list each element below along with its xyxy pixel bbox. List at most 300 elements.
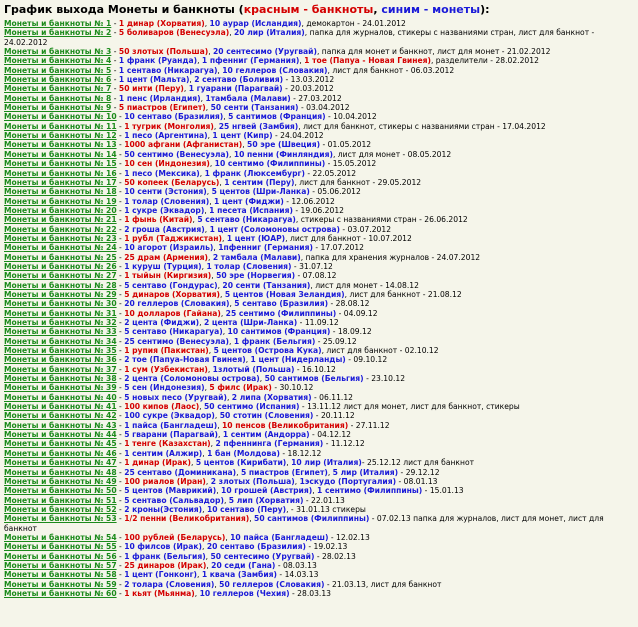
issue-details: - 15.05.2012 xyxy=(325,159,377,169)
banknote-item: 50 инти (Перу) xyxy=(118,84,184,94)
coin-item: 1 бан (Молдова) xyxy=(207,448,280,458)
coin-item: 50 геллеров (Словакия) xyxy=(219,579,325,589)
coin-item: 50 сентимо (Венесуэла) xyxy=(124,149,230,159)
issue-details: - 04.09.12 xyxy=(336,308,378,318)
coin-item: 1 франк (Бельгия) xyxy=(233,336,316,346)
issue-details: , лист для банкнот - 02.10.12 xyxy=(321,346,439,356)
banknote-item: 5 боливаров (Венесуэла) xyxy=(118,28,230,38)
issue-row: Монеты и банкноты № 27 - 1 тыйын (Киргизия), 50 эре (Норвегия) - 07.08.12 xyxy=(4,271,337,281)
issue-details: , разделители - 28.02.2012 xyxy=(430,56,539,66)
issue-link[interactable]: Монеты и банкноты № 52 xyxy=(4,504,117,514)
issue-row: Монеты и банкноты № 39 - 5 сен (Индонезия), 5 филс (Ирак) - 30.10.12 xyxy=(4,383,314,393)
issue-details: - 21.03.13, лист для банкнот xyxy=(324,579,442,589)
coin-item: 1 песо (Аргентина) xyxy=(124,131,208,141)
issue-link[interactable]: Монеты и банкноты № 56 xyxy=(4,551,117,561)
banknote-item: 10 сен (Индонезия) xyxy=(124,159,210,169)
coin-item: 1 сентимо (Филиппины) xyxy=(317,486,423,496)
banknote-item: 1 сум (Узбекистан) xyxy=(124,364,208,374)
issue-details: , лист для банкнот - 29.05.2012 xyxy=(294,177,422,187)
issue-link[interactable]: Монеты и банкноты № 4 xyxy=(4,56,112,66)
coin-item: 20 сентесимо (Уругвай) xyxy=(213,47,317,57)
issue-details: - 24.04.2012 xyxy=(272,131,324,141)
issue-row: Монеты и банкноты № 38 - 2 цента (Соломоновы острова), 50 сантимов (Бельгия) - 23.10.12 xyxy=(4,374,406,384)
issue-details: - 08.03.13 xyxy=(275,560,317,570)
title-prefix: График выхода Монеты и банкноты ( xyxy=(4,3,244,16)
issue-row: Монеты и банкноты № 8 - 1 пенс (Ирландия), 1тамбала (Малави) - 27.03.2012 xyxy=(4,93,342,103)
coin-item: 1 франк (Бельгия) xyxy=(124,551,206,561)
issue-row: Монеты и банкноты № 3 - 50 злотых (Польша), 20 сентесимо (Уругвай), папка для монет и банкнот, лист для монет - 21.02.2012 xyxy=(4,47,551,57)
issue-details: , лист для банкнот - 06.03.2012 xyxy=(327,65,455,75)
coin-item: 25 сентимо (Венесуэла) xyxy=(124,336,230,346)
coin-item: 5 лип (Хорватия) xyxy=(228,495,304,505)
banknote-item: 50 копеек (Беларусь) xyxy=(124,177,220,187)
issue-row: Монеты и банкноты № 15 - 10 сен (Индонезия), 10 сентимо (Филиппины) - 15.05.2012 xyxy=(4,159,377,169)
issue-row: Монеты и банкноты № 45 - 1 тенге (Казахстан), 2 пфеннинга (Германия) - 11.12.12 xyxy=(4,439,365,449)
issue-row: Монеты и банкноты № 54 - 100 рублей (Беларусь), 10 пайса (Бангладеш) - 12.02.13 xyxy=(4,532,370,542)
coin-item: 1 цент (ЮАР) xyxy=(226,233,286,243)
issue-row: Монеты и банкноты № 57 - 25 динаров (Ирак), 20 седи (Гана) - 08.03.13 xyxy=(4,560,317,570)
coin-item: 1 цент (Кипр) xyxy=(212,131,273,141)
banknote-item: 25 драм (Армения) xyxy=(124,252,208,262)
issue-details: - 11.12.12 xyxy=(323,439,365,449)
issue-link[interactable]: Монеты и банкноты № 24 xyxy=(4,243,117,253)
coin-item: 1 толар (Словения) xyxy=(206,261,292,271)
issue-row: Монеты и банкноты № 11 - 1 тугрик (Монголия), 25 нгвей (Замбия), лист для банкнот, стикеры с названиями стран - 17.04.2012 xyxy=(4,121,546,131)
issue-row: Монеты и банкноты № 44 - 5 гварани (Парагвай), 1 сентим (Андорра) - 04.12.12 xyxy=(4,430,352,440)
coin-item: 1 пайса (Бангладеш) xyxy=(124,420,218,430)
issue-link[interactable]: Монеты и банкноты № 23 xyxy=(4,233,117,243)
issue-link[interactable]: Монеты и банкноты № 44 xyxy=(4,430,117,440)
issue-link[interactable]: Монеты и банкноты № 46 xyxy=(4,448,117,458)
issue-link[interactable]: Монеты и банкноты № 36 xyxy=(4,355,117,365)
banknote-item: 1 тыйын (Киргизия) xyxy=(124,271,212,281)
issue-link[interactable]: Монеты и банкноты № 31 xyxy=(4,308,117,318)
banknote-item: 100 риалов (Иран) xyxy=(124,476,206,486)
banknote-item: 1 рупия (Пакистан) xyxy=(124,346,209,356)
coin-item: 25 нгвей (Замбия) xyxy=(218,121,299,131)
coin-item: 50 сантимов (Бельгия) xyxy=(264,374,364,384)
coin-item: 5 центов (Шри-Ланка) xyxy=(211,187,310,197)
banknote-item: 1 тое (Папуа - Новая Гвинея) xyxy=(304,56,431,66)
banknote-item: 1 тугрик (Монголия) xyxy=(124,121,214,131)
coin-item: 2 цента (Фиджи) xyxy=(124,318,200,327)
coin-item: 25 сентаво (Доминикана) xyxy=(124,467,237,477)
coin-item: 1 франк (Люксембург) xyxy=(204,168,305,178)
issue-link[interactable]: Монеты и банкноты № 10 xyxy=(4,112,117,122)
issue-row: Монеты и банкноты № 36 - 2 тое (Папуа-Новая Гвинея), 1 цент (Нидерланды) - 09.10.12 xyxy=(4,355,388,365)
issue-details: , лист для банкнот, стикеры с названиями стран - 17.04.2012 xyxy=(298,121,546,131)
coin-item: 10 пенни (Финляндия) xyxy=(233,149,333,159)
issue-link[interactable]: Монеты и банкноты № 33 xyxy=(4,327,117,337)
coin-item: 1 куруш (Турция) xyxy=(124,261,202,271)
coin-item: 1 цент (Фиджи) xyxy=(214,196,284,206)
coin-item: 1 пфенниг (Германия) xyxy=(201,56,300,66)
issue-details: - 27.03.2012 xyxy=(290,93,342,103)
issue-row: Монеты и банкноты № 59 - 2 толара (Словения), 50 геллеров (Словакия) - 21.03.13, лист для банкнот xyxy=(4,579,442,589)
issue-row: Монеты и банкноты № 24 - 10 агорот (Израиль), 1пфенниг (Германия) - 17.07.2012 xyxy=(4,243,365,253)
coin-item: 2 толара (Словения) xyxy=(124,579,215,589)
issue-link[interactable]: Монеты и банкноты № 53 xyxy=(4,514,117,524)
title-legend-banknotes: красным - банкноты xyxy=(243,3,374,16)
coin-item: 5 центов (Острова Кука) xyxy=(213,346,322,356)
issue-row: Монеты и банкноты № 1 - 1 динар (Хорватия), 10 аурар (Исландия), демокартон - 24.01.2012 xyxy=(4,19,406,28)
issue-row: Монеты и банкноты № 55 - 10 филсов (Ирак), 20 сентаво (Бразилия) - 19.02.13 xyxy=(4,542,348,552)
issue-details: - 01.05.2012 xyxy=(320,140,372,150)
coin-item: 1 сентим (Перу) xyxy=(224,177,295,187)
coin-item: 5 сентаво (Никарагуа) xyxy=(124,327,223,337)
issue-details: - 03.07.2012 xyxy=(339,224,392,234)
issue-details: - 28.02.13 xyxy=(314,551,356,561)
coin-item: 1 цент (Соломоновы острова) xyxy=(209,224,340,234)
coin-item: 1тамбала (Малави) xyxy=(205,93,291,103)
issue-details: - 03.04.2012 xyxy=(298,103,350,113)
issue-details: , лист для монет - 08.05.2012 xyxy=(332,149,452,159)
coin-item: 50 сенти (Танзания) xyxy=(210,103,299,113)
coin-item: 1 квача (Замбия) xyxy=(201,570,278,580)
banknote-item: 1 тенге (Казахстан) xyxy=(124,439,211,449)
issue-link[interactable]: Монеты и банкноты № 43 xyxy=(4,420,117,430)
issue-row: Монеты и банкноты № 2 - 5 боливаров (Венесуэла), 20 лир (Италия), папка для журналов, стикеры с названиями стран, лист для банкнот - 24.02.2012 xyxy=(4,28,595,47)
coin-item: 2 тамбала (Малави) xyxy=(212,252,301,262)
coin-item: 1 сентим (Андорра) xyxy=(222,430,310,440)
issue-details: , папка для журналов, стикеры с названиями стран, лист для банкнот - 24.02.2012 xyxy=(4,28,595,47)
issue-details: , папка для монет и банкнот, лист для монет - 21.02.2012 xyxy=(316,47,551,57)
issue-link[interactable]: Монеты и банкноты № 30 xyxy=(4,299,117,309)
issue-row: Монеты и банкноты № 48 - 25 сентаво (Доминикана), 5 пиастров (Египет), 5 лир (Италия) - 29.12.12 xyxy=(4,467,440,477)
issue-row: Монеты и банкноты № 13 - 1000 афгани (Афганистан), 50 эре (Швеция) - 01.05.2012 xyxy=(4,140,372,150)
issue-details: - 27.11.12 xyxy=(348,420,390,430)
issue-row: Монеты и банкноты № 60 - 1 кьят (Мьянма), 10 геллеров (Чехия) - 28.03.13 xyxy=(4,588,331,598)
issue-link[interactable]: Монеты и банкноты № 9 xyxy=(4,103,112,113)
coin-item: 2 злотых (Польша) xyxy=(210,476,295,486)
issue-link[interactable]: Монеты и банкноты № 13 xyxy=(4,140,117,150)
banknote-item: 10 долларов (Гайана) xyxy=(124,308,221,318)
banknote-item: 1 динар (Ирак) xyxy=(124,458,192,468)
issue-link[interactable]: Монеты и банкноты № 60 xyxy=(4,588,117,598)
coin-item: 20 сентаво (Бразилия) xyxy=(206,542,306,552)
coin-item: 10 сентаво (Перу) xyxy=(206,504,287,514)
issue-details: - 05.06.2012 xyxy=(309,187,361,197)
issue-details: , папка для хранения журналов - 24.07.2012 xyxy=(300,252,481,262)
issue-row: Монеты и банкноты № 14 - 50 сентимо (Венесуэла), 10 пенни (Финляндия), лист для монет - 08.05.2012 xyxy=(4,149,452,159)
title-legend-coins: синим - монеты xyxy=(381,3,481,16)
coin-item: 1 франк (Руанда) xyxy=(118,56,198,66)
issue-row: Монеты и банкноты № 28 - 5 сентаво (Гондурас), 20 сенти (Танзания), лист для монет - 14.08.12 xyxy=(4,280,419,290)
banknote-item: 5 пиастров (Египет) xyxy=(118,103,206,113)
coin-item: 10 филсов (Ирак) xyxy=(124,542,202,552)
issue-details: - 20.03.2012 xyxy=(282,84,334,94)
issue-row: Монеты и банкноты № 6 - 1 цент (Мальта), 2 сентаво (Боливия) - 13.03.2012 xyxy=(4,75,335,85)
issue-row: Монеты и банкноты № 49 - 100 риалов (Иран), 2 злотых (Польша), 1эскудо (Португалия) - 08.01.13 xyxy=(4,476,438,486)
coin-item: 50 сантимов (Филиппины) xyxy=(254,514,370,524)
issue-details: - 28.03.13 xyxy=(289,588,331,598)
banknote-item: 1 динар (Хорватия) xyxy=(118,19,205,28)
coin-item: 5 лир (Италия) xyxy=(332,467,399,477)
issue-link[interactable]: Монеты и банкноты № 7 xyxy=(4,84,112,94)
coin-item: 1 пенс (Ирландия) xyxy=(118,93,201,103)
coin-item: 2 пфеннинга (Германия) xyxy=(215,439,324,449)
coin-item: 10 геллеров (Чехия) xyxy=(199,588,290,598)
issue-link[interactable]: Монеты и банкноты № 55 xyxy=(4,542,117,552)
issue-link[interactable]: Монеты и банкноты № 39 xyxy=(4,383,117,393)
issue-link[interactable]: Монеты и банкноты № 16 xyxy=(4,168,117,178)
issue-details: - 28.08.12 xyxy=(328,299,370,309)
issue-details: , - 31.01.13 стикеры xyxy=(286,504,366,514)
issue-row: Монеты и банкноты № 35 - 1 рупия (Пакистан), 5 центов (Острова Кука), лист для банкнот - 02.10.12 xyxy=(4,346,439,356)
banknote-item: 50 злотых (Польша) xyxy=(118,47,209,57)
issue-details: - 07.02.13 папка для журналов, лист для монет, лист для банкнот xyxy=(4,514,604,533)
coin-item: 10 лир (Италия) xyxy=(291,458,362,468)
issue-link[interactable]: Монеты и банкноты № 54 xyxy=(4,532,117,542)
issue-row: Монеты и банкноты № 51 - 5 сентаво (Сальвадор), 5 лип (Хорватия) - 22.01.13 xyxy=(4,495,345,505)
coin-item: 2 сентаво (Боливия) xyxy=(194,75,284,85)
banknote-item: 25 динаров (Ирак) xyxy=(124,560,207,570)
coin-item: 5 сен (Индонезия) xyxy=(124,383,205,393)
issue-details: - 29.12.12 xyxy=(398,467,440,477)
issue-row: Монеты и банкноты № 10 - 10 сентаво (Бразилия), 5 сантимов (Франция) - 10.04.2012 xyxy=(4,112,377,122)
coin-item: 20 седи (Гана) xyxy=(211,560,276,570)
issue-details: - 25.09.12 xyxy=(315,336,357,346)
issue-link[interactable]: Монеты и банкноты № 47 xyxy=(4,458,117,468)
issue-row: Монеты и банкноты № 26 - 1 куруш (Турция), 1 толар (Словения) - 31.07.12 xyxy=(4,261,333,271)
issue-link[interactable]: Монеты и банкноты № 14 xyxy=(4,149,117,159)
issue-row: Монеты и банкноты № 29 - 5 динаров (Хорватия), 5 центов (Новая Зеландия), лист для банкнот - 21.08.12 xyxy=(4,289,462,299)
coin-item: 2 гроша (Австрия) xyxy=(124,224,205,234)
issue-row: Монеты и банкноты № 7 - 50 инти (Перу), 1 гуарани (Парагвай) - 20.03.2012 xyxy=(4,84,334,94)
coin-item: 10 грошей (Австрия) xyxy=(221,486,313,496)
issue-link[interactable]: Монеты и банкноты № 20 xyxy=(4,205,117,215)
issue-link[interactable]: Монеты и банкноты № 6 xyxy=(4,75,112,85)
issue-link[interactable]: Монеты и банкноты № 51 xyxy=(4,495,117,505)
issue-link[interactable]: Монеты и банкноты № 15 xyxy=(4,159,117,169)
issue-details: - 12.06.2012 xyxy=(283,196,335,206)
issue-link[interactable]: Монеты и банкноты № 26 xyxy=(4,261,117,271)
coin-item: 50 эре (Норвегия) xyxy=(216,271,296,281)
issue-link[interactable]: Монеты и банкноты № 17 xyxy=(4,177,117,187)
issue-row: Монеты и банкноты № 30 - 20 геллеров (Словакия), 5 сентаво (Бразилия) - 28.08.12 xyxy=(4,299,370,309)
issue-details: - 08.01.13 xyxy=(396,476,438,486)
issue-row: Монеты и банкноты № 5 - 1 сентаво (Никарагуа), 10 геллеров (Словакия), лист для банкнот - 06.03.2012 xyxy=(4,65,455,75)
issue-row: Монеты и банкноты № 42 - 100 сукре (Эквадор), 50 стотин (Словения) - 20.11.12 xyxy=(4,411,355,421)
issue-link[interactable]: Монеты и банкноты № 49 xyxy=(4,476,117,486)
issue-details: - 13.11.12 лист для монет, лист для банкнот, стикеры xyxy=(299,402,520,412)
banknote-item: 1 рубл (Таджикистан) xyxy=(124,233,223,243)
issue-details: , стикеры с названиями стран - 26.06.2012 xyxy=(295,215,468,225)
issue-details: - 19.02.13 xyxy=(305,542,348,552)
coin-item: 5 гварани (Парагвай) xyxy=(124,430,218,440)
banknote-item: 100 кипов (Лаос) xyxy=(124,402,200,412)
issue-details: - 25.12.12 лист для банкнот xyxy=(361,458,475,468)
issue-link[interactable]: Монеты и банкноты № 12 xyxy=(4,131,117,141)
coin-item: 1 цент (Нидерланды) xyxy=(250,355,346,365)
issue-row: Монеты и банкноты № 22 - 2 гроша (Австрия), 1 цент (Соломоновы острова) - 03.07.2012 xyxy=(4,224,392,234)
issue-link[interactable]: Монеты и банкноты № 59 xyxy=(4,579,117,589)
coin-item: 50 стотин (Словения) xyxy=(219,411,314,421)
issue-link[interactable]: Монеты и банкноты № 3 xyxy=(4,47,112,57)
issue-link[interactable]: Монеты и банкноты № 2 xyxy=(4,28,112,38)
banknote-item: 1 фынь (Китай) xyxy=(124,215,193,225)
issue-details: - 04.12.12 xyxy=(309,430,352,440)
coin-item: 1 песо (Мексика) xyxy=(124,168,200,178)
issue-details: - 18.12.12 xyxy=(279,448,322,458)
page-title xyxy=(4,3,634,16)
issue-link[interactable]: Монеты и банкноты № 42 xyxy=(4,411,117,421)
issue-link[interactable]: Монеты и банкноты № 48 xyxy=(4,467,117,477)
coin-item: 1 песета (Испания) xyxy=(209,205,293,215)
issue-details: - 23.10.12 xyxy=(363,374,406,384)
issue-row: Монеты и банкноты № 52 - 2 кроны(Эстония), 10 сентаво (Перу), - 31.01.13 стикеры xyxy=(4,504,366,514)
issue-link[interactable]: Монеты и банкноты № 25 xyxy=(4,252,117,262)
issue-details: - 07.08.12 xyxy=(295,271,337,281)
issue-row: Монеты и банкноты № 20 - 1 сукре (Эквадор), 1 песета (Испания) - 19.06.2012 xyxy=(4,205,344,215)
issue-row: Монеты и банкноты № 9 - 5 пиастров (Египет), 50 сенти (Танзания) - 03.04.2012 xyxy=(4,103,350,113)
coin-item: 1 цент (Гонконг) xyxy=(124,570,198,580)
title-suffix: ): xyxy=(480,3,490,16)
banknote-item: 1 кьят (Мьянма) xyxy=(124,588,195,598)
banknote-item: 10 пенсов (Великобритания) xyxy=(222,420,349,430)
issue-details: , лист для монет - 14.08.12 xyxy=(310,280,419,290)
coin-item: 50 сентесимо (Уругвай) xyxy=(210,551,315,561)
coin-item: 5 центов (Маврикий) xyxy=(124,486,217,496)
issue-row: Монеты и банкноты № 19 - 1 толар (Словения), 1 цент (Фиджи) - 12.06.2012 xyxy=(4,196,335,206)
coin-item: 1 сентаво (Никарагуа) xyxy=(118,65,218,75)
issue-link[interactable]: Монеты и банкноты № 41 xyxy=(4,402,117,412)
coin-item: 1злотый (Польша) xyxy=(212,364,295,374)
issue-details: - 11.09.12 xyxy=(297,318,339,327)
issue-details: , лист для банкнот - 21.08.12 xyxy=(344,289,462,299)
coin-item: 10 сенти (Эстония) xyxy=(124,187,207,197)
coin-item: 1пфенниг (Германия) xyxy=(218,243,313,253)
issue-link[interactable]: Монеты и банкноты № 21 xyxy=(4,215,117,225)
coin-item: 100 сукре (Эквадор) xyxy=(124,411,215,421)
coin-item: 1 сукре (Эквадор) xyxy=(124,205,205,215)
issue-row: Монеты и банкноты № 4 - 1 франк (Руанда), 1 пфенниг (Германия), 1 тое (Папуа - Новая Гвинея), разделители - 28.02.2012 xyxy=(4,56,539,66)
issue-row: Монеты и банкноты № 18 - 10 сенти (Эстония), 5 центов (Шри-Ланка) - 05.06.2012 xyxy=(4,187,361,197)
issue-row: Монеты и банкноты № 33 - 5 сентаво (Никарагуа), 10 сантимов (Франция) - 18.09.12 xyxy=(4,327,372,337)
issue-row: Монеты и банкноты № 46 - 1 сентим (Алжир), 1 бан (Молдова) - 18.12.12 xyxy=(4,448,322,458)
coin-item: 50 сентимо (Испания) xyxy=(204,402,300,412)
issue-link[interactable]: Монеты и банкноты № 22 xyxy=(4,224,117,234)
coin-item: 5 центов (Кирибати) xyxy=(195,458,287,468)
issue-details: - 06.11.12 xyxy=(311,392,353,402)
issue-link[interactable]: Монеты и банкноты № 40 xyxy=(4,392,117,402)
issue-link[interactable]: Монеты и банкноты № 50 xyxy=(4,486,117,496)
issue-row: Монеты и банкноты № 50 - 5 центов (Маврикий), 10 грошей (Австрия), 1 сентимо (Филиппины) - 15.01.13 xyxy=(4,486,464,496)
coin-item: 5 сентаво (Гондурас) xyxy=(124,280,218,290)
issue-row: Монеты и банкноты № 56 - 1 франк (Бельгия), 50 сентесимо (Уругвай) - 28.02.13 xyxy=(4,551,356,561)
issue-details: - 18.09.12 xyxy=(330,327,372,337)
title-separator: , xyxy=(373,3,382,16)
coin-item: 5 сентаво (Бразилия) xyxy=(234,299,329,309)
issue-list xyxy=(4,19,634,598)
issue-details: - 14.03.13 xyxy=(277,570,319,580)
issue-details: - 09.10.12 xyxy=(345,355,388,365)
coin-item: 20 лир (Италия) xyxy=(234,28,305,38)
coin-item: 10 агорот (Израиль) xyxy=(124,243,214,253)
coin-item: 10 пайса (Бангладеш) xyxy=(230,532,329,542)
issue-link[interactable]: Монеты и банкноты № 29 xyxy=(4,289,117,299)
issue-details: - 30.10.12 xyxy=(271,383,314,393)
coin-item: 5 пиастров (Египет) xyxy=(240,467,328,477)
issue-row: Монеты и банкноты № 16 - 1 песо (Мексика), 1 франк (Люксембург) - 22.05.2012 xyxy=(4,168,357,178)
issue-details: - 15.01.13 xyxy=(422,486,464,496)
coin-item: 10 аурар (Исландия) xyxy=(209,19,302,28)
coin-item: 25 сентимо (Филиппины) xyxy=(225,308,337,318)
issue-link[interactable]: Монеты и банкноты № 45 xyxy=(4,439,117,449)
issue-link[interactable]: Монеты и банкноты № 28 xyxy=(4,280,117,290)
coin-item: 2 тое (Папуа-Новая Гвинея) xyxy=(124,355,246,365)
issue-details: - 16.10.12 xyxy=(294,364,336,374)
banknote-item: 5 филс (Ирак) xyxy=(209,383,272,393)
issue-details: , лист для банкнот - 10.07.2012 xyxy=(285,233,412,243)
issue-row: Монеты и банкноты № 37 - 1 сум (Узбекистан), 1злотый (Польша) - 16.10.12 xyxy=(4,364,336,374)
issue-link[interactable]: Монеты и банкноты № 37 xyxy=(4,364,117,374)
issue-link[interactable]: Монеты и банкноты № 1 xyxy=(4,19,112,28)
issue-row: Монеты и банкноты № 25 - 25 драм (Армения), 2 тамбала (Малави), папка для хранения журналов - 24.07.2012 xyxy=(4,252,481,262)
coin-item: 1 цент (Мальта) xyxy=(118,75,190,85)
issue-link[interactable]: Монеты и банкноты № 27 xyxy=(4,271,117,281)
issue-row: Монеты и банкноты № 47 - 1 динар (Ирак), 5 центов (Кирибати), 10 лир (Италия)- 25.12.12 лист для банкнот xyxy=(4,458,475,468)
issue-details: - 19.06.2012 xyxy=(292,205,344,215)
banknote-item: 1/2 пенни (Великобритания) xyxy=(124,514,250,524)
issue-row: Монеты и банкноты № 34 - 25 сентимо (Венесуэла), 1 франк (Бельгия) - 25.09.12 xyxy=(4,336,357,346)
banknote-item: 5 динаров (Хорватия) xyxy=(124,289,221,299)
issue-row: Монеты и банкноты № 43 - 1 пайса (Бангладеш), 10 пенсов (Великобритания) - 27.11.12 xyxy=(4,420,390,430)
coin-item: 10 геллеров (Словакия) xyxy=(222,65,328,75)
issue-link[interactable]: Монеты и банкноты № 35 xyxy=(4,346,117,356)
issue-row: Монеты и банкноты № 58 - 1 цент (Гонконг), 1 квача (Замбия) - 14.03.13 xyxy=(4,570,319,580)
coin-item: 10 сентаво (Бразилия) xyxy=(124,112,224,122)
issue-row: Монеты и банкноты № 41 - 100 кипов (Лаос), 50 сентимо (Испания) - 13.11.12 лист для монет, лист для банкнот, стикеры xyxy=(4,402,520,412)
coin-item: 2 кроны(Эстония) xyxy=(124,504,203,514)
coin-item: 5 центов (Новая Зеландия) xyxy=(224,289,345,299)
issue-link[interactable]: Монеты и банкноты № 8 xyxy=(4,93,112,103)
issue-details: - 13.03.2012 xyxy=(283,75,335,85)
issue-link[interactable]: Монеты и банкноты № 34 xyxy=(4,336,117,346)
coin-item: 2 цента (Соломоновы острова) xyxy=(124,374,260,384)
coin-item: 20 сенти (Танзания) xyxy=(222,280,311,290)
issue-link[interactable]: Монеты и банкноты № 38 xyxy=(4,374,117,384)
banknote-item: 1000 афгани (Афганистан) xyxy=(124,140,243,150)
coin-item: 5 сантимов (Франция) xyxy=(228,112,326,122)
coin-item: 2 липа (Хорватия) xyxy=(231,392,312,402)
coin-item: 20 геллеров (Словакия) xyxy=(124,299,230,309)
issue-link[interactable]: Монеты и банкноты № 58 xyxy=(4,570,117,580)
issue-details: - 22.05.2012 xyxy=(304,168,357,178)
coin-item: 1 толар (Словения) xyxy=(124,196,210,206)
issue-row: Монеты и банкноты № 21 - 1 фынь (Китай), 5 сентаво (Никарагуа), стикеры с названиями стран - 26.06.2012 xyxy=(4,215,468,225)
issue-details: - 17.07.2012 xyxy=(312,243,365,253)
issue-link[interactable]: Монеты и банкноты № 57 xyxy=(4,560,117,570)
issue-link[interactable]: Монеты и банкноты № 19 xyxy=(4,196,117,206)
coin-item: 10 сантимов (Франция) xyxy=(227,327,331,337)
coin-item: 2 цента (Шри-Ланка) xyxy=(203,318,298,327)
issue-row: Монеты и банкноты № 23 - 1 рубл (Таджикистан), 1 цент (ЮАР), лист для банкнот - 10.07.2012 xyxy=(4,233,412,243)
issue-link[interactable]: Монеты и банкноты № 11 xyxy=(4,121,117,131)
coin-item: 1 гуарани (Парагвай) xyxy=(188,84,283,94)
banknote-item: 100 рублей (Беларусь) xyxy=(124,532,226,542)
issue-row: Монеты и банкноты № 17 - 50 копеек (Беларусь), 1 сентим (Перу), лист для банкнот - 29.05.2012 xyxy=(4,177,422,187)
issue-details: - 12.02.13 xyxy=(328,532,370,542)
issue-details: - 10.04.2012 xyxy=(325,112,377,122)
issue-row: Монеты и банкноты № 31 - 10 долларов (Гайана), 25 сентимо (Филиппины) - 04.09.12 xyxy=(4,308,378,318)
issue-row: Монеты и банкноты № 40 - 5 новых песо (Уругвай), 2 липа (Хорватия) - 06.11.12 xyxy=(4,392,353,402)
issue-link[interactable]: Монеты и банкноты № 18 xyxy=(4,187,117,197)
issue-link[interactable]: Монеты и банкноты № 5 xyxy=(4,65,112,75)
issue-details: - 31.07.12 xyxy=(291,261,333,271)
issue-details: - 20.11.12 xyxy=(313,411,355,421)
issue-link[interactable]: Монеты и банкноты № 32 xyxy=(4,318,117,327)
